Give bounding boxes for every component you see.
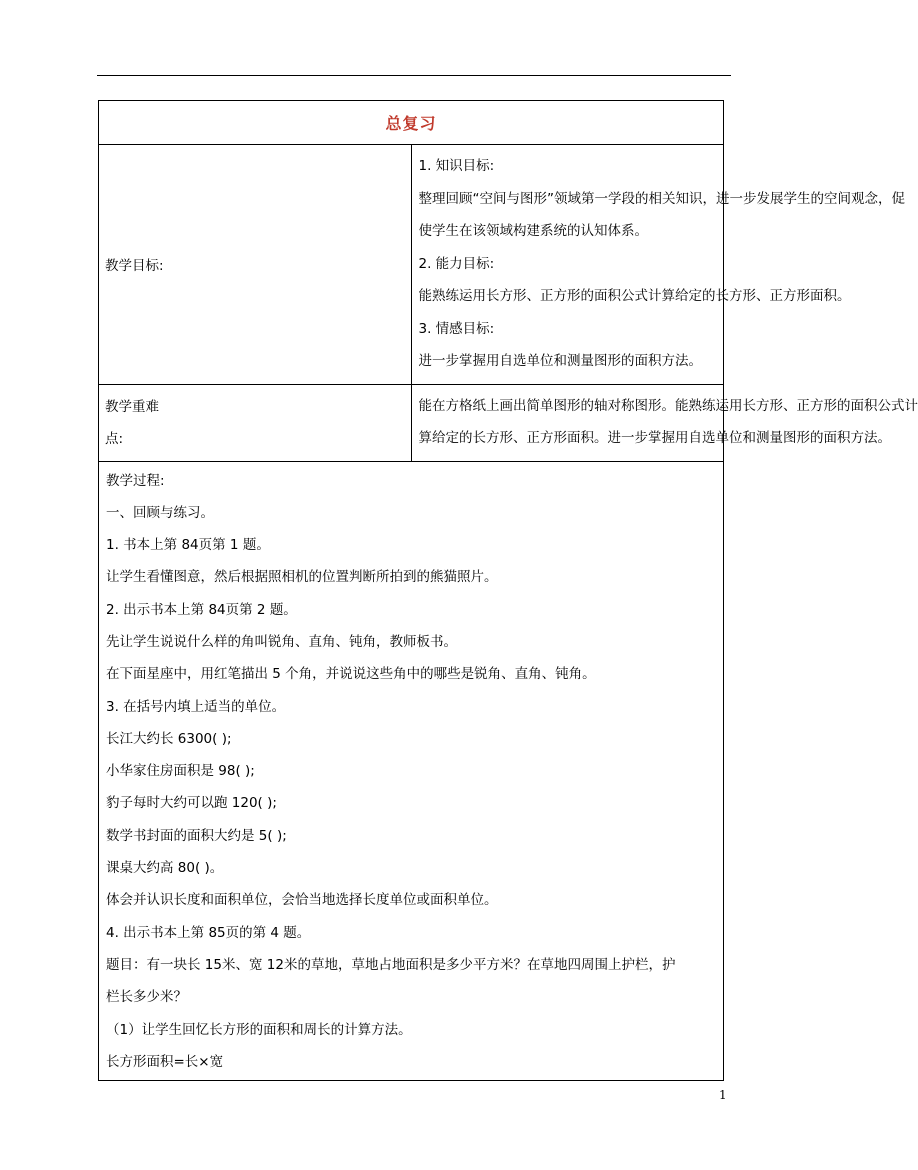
process-line: 体会并认识长度和面积单位，会恰当地选择长度单位或面积单位。 <box>106 892 498 909</box>
goals-content <box>411 145 905 385</box>
process-line: 2. 出示书本上第 84页第 2 题。 <box>106 601 297 618</box>
process-line: 让学生看懂图意，然后根据照相机的位置判断所拍到的熊猫照片。 <box>106 569 498 586</box>
goals-line: 使学生在该领域构建系统的认知体系。 <box>418 223 648 239</box>
keypoints-label: 教学重难 <box>105 398 159 415</box>
goals-line: 整理回顾“空间与图形”领域第一学段的相关知识，进一步发展学生的空间观念，促 <box>418 190 905 207</box>
process-content <box>99 461 724 1081</box>
page-number: 1 <box>719 1088 727 1102</box>
process-line: 先让学生说说什么样的角叫锐角、直角、钝角，教师板书。 <box>106 633 457 650</box>
keypoints-line: 能在方格纸上画出简单图形的轴对称图形。能熟练运用长方形、正方形的面积公式计 <box>418 397 918 414</box>
process-line: 课桌大约高 80( )。 <box>106 860 224 877</box>
goals-line: 1. 知识目标: <box>418 158 495 174</box>
process-line: 小华家住房面积是 98( ); <box>106 763 255 780</box>
process-line: 豹子每时大约可以跑 120( ); <box>106 795 277 812</box>
keypoints-label: 点: <box>105 430 124 447</box>
goals-line: 2. 能力目标: <box>418 255 495 272</box>
header-rule <box>97 75 731 76</box>
process-line: 数学书封面的面积大约是 5( ); <box>106 827 287 844</box>
process-line: 教学过程: <box>106 472 165 489</box>
goals-label-cell <box>99 145 412 385</box>
goals-row <box>99 145 724 385</box>
process-line: 1. 书本上第 84页第 1 题。 <box>106 537 270 554</box>
process-row <box>99 461 724 1081</box>
keypoints-line: 算给定的长方形、正方形面积。进一步掌握用自选单位和测量图形的面积方法。 <box>418 430 891 446</box>
document-title: 总复习 <box>385 114 437 133</box>
keypoints-row <box>99 384 724 461</box>
keypoints-content <box>411 384 918 461</box>
process-line: 长江大约长 6300( ); <box>106 730 232 747</box>
goals-line: 进一步掌握用自选单位和测量图形的面积方法。 <box>418 353 702 369</box>
title-cell <box>99 101 724 145</box>
process-line: 一、回顾与练习。 <box>106 504 214 521</box>
process-line: 栏长多少米？ <box>106 989 187 1006</box>
goals-label: 教学目标: <box>105 258 164 275</box>
process-line: 题目：有一块长 15米、宽 12米的草地，草地占地面积是多少平方米？在草地四周围上护栏，护 <box>106 956 676 973</box>
process-line: 4. 出示书本上第 85页的第 4 题。 <box>106 924 311 941</box>
keypoints-label-cell <box>99 384 412 461</box>
process-line: 在下面星座中，用红笔描出 5 个角，并说说这些角中的哪些是锐角、直角、钝角。 <box>106 666 596 683</box>
process-line: 长方形面积=长×宽 <box>106 1053 224 1070</box>
goals-line: 能熟练运用长方形、正方形的面积公式计算给定的长方形、正方形面积。 <box>418 288 851 304</box>
process-line: （1）让学生回忆长方形的面积和周长的计算方法。 <box>106 1021 412 1038</box>
process-line: 3. 在括号内填上适当的单位。 <box>106 698 286 715</box>
lesson-plan-table <box>98 100 918 1081</box>
goals-line: 3. 情感目标: <box>418 320 495 337</box>
